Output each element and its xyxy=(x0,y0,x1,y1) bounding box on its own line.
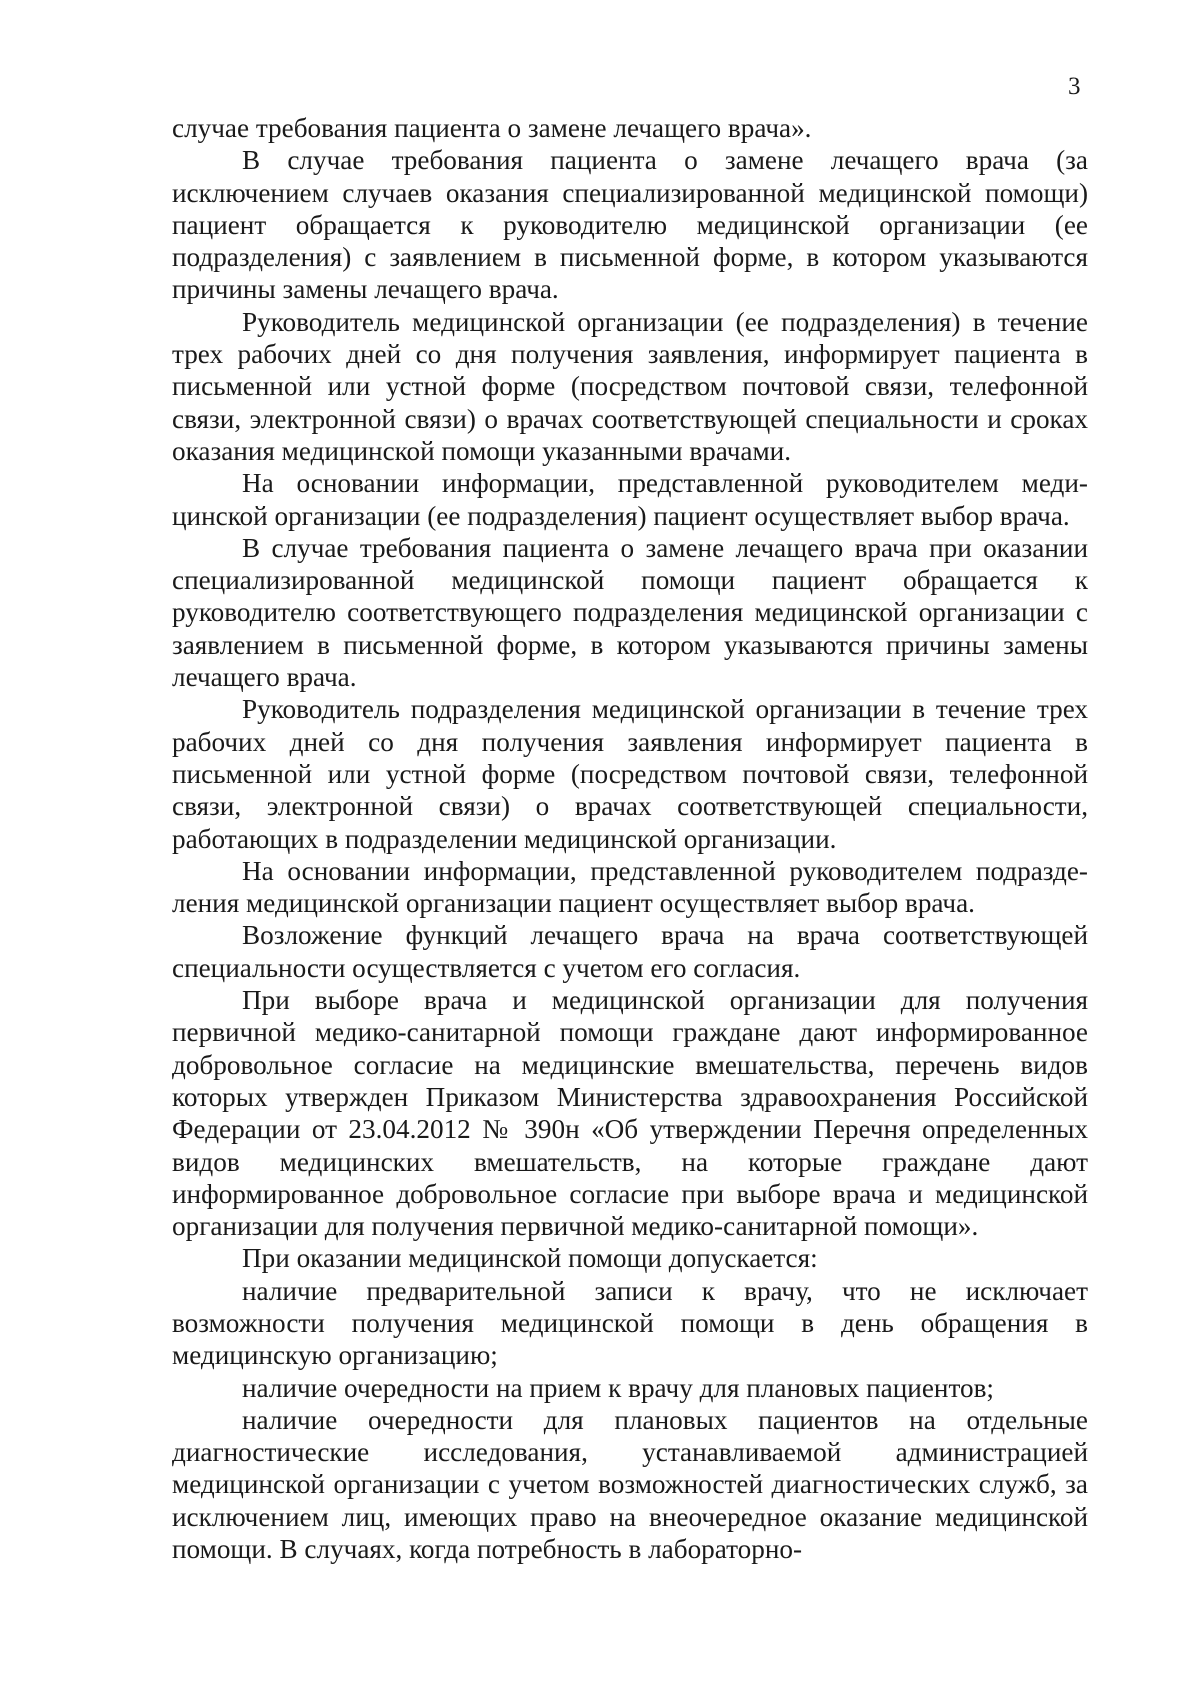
paragraph-head-informs: Руководитель медицинской организации (ее подразделения) в течение трех рабочих дней со дня получения заявления, информирует пациента в письменной или устной форме (посредством почтовой связи, телефонной связи, электронной связи) о врачах соответствующей специальности и сроках оказания медицинской помощи указанными врачами. xyxy=(172,306,1088,466)
paragraph-division-choice: На основании информации, представленной руководителем подразде-ления медицинской организации пациент осуществляет выбор врача. xyxy=(172,855,1088,919)
list-item-queue: наличие очередности на прием к врачу для плановых пациентов; xyxy=(242,1372,994,1403)
list-item-diagnostic-queue: наличие очередности для плановых пациентов на отдельные диагностические исследования, устанавливаемой администрацией медицинской организации с учетом возможностей диагностических служб, за исключением лиц, имеющих право на внеочередное оказание медицинской помощи. В случаях, когда потребность в лабораторно- xyxy=(172,1404,1088,1565)
paragraph-replacement-request: В случае требования пациента о замене лечащего врача (за исключением случаев оказания специализированной медицинской помощи) пациент обращается к руководителю медицинской организации (ее подразделения) с заявлением в письменной форме, в котором указываются причины замены лечащего врача. xyxy=(172,145,1088,305)
page-number: 3 xyxy=(1068,73,1081,100)
list-item-appointment: наличие предварительной записи к врачу, что не исключает возможности получения медицинской помощи в день обращения в медицинскую организацию; xyxy=(172,1275,1088,1371)
paragraph-continuation: случае требования пациента о замене лечащего врача». xyxy=(172,113,812,143)
paragraph-patient-choice: На основании информации, представленной руководителем меди-цинской организации (ее подразделения) пациент осуществляет выбор врача. xyxy=(172,468,1088,531)
paragraph-informed-consent: При выборе врача и медицинской организации для получения первичной медико-санитарной помощи граждане дают информированное добровольное согласие на медицинские вмешательства, перечень видов которых утвержден Приказом Министерства здравоохранения Российской Федерации от 23.04.2012 № 390н «Об утверждении Перечня определенных видов медицинских вмешательств, на которые граждане дают информированное добровольное согласие при выборе врача и медицинской организации для получения первичной медико-санитарной помощи». xyxy=(172,985,1088,1242)
paragraph-consent-of-doctor: Возложение функций лечащего врача на врача соответствующей специальности осуществляется с учетом его согласия. xyxy=(172,920,1088,983)
paragraph-specialized-care: В случае требования пациента о замене лечащего врача при оказании специализированной медицинской помощи пациент обращается к руководителю соответствующего подразделения медицинской организации с заявлением в письменной форме, в котором указываются причины замены лечащего врача. xyxy=(172,532,1088,693)
paragraph-allowed-intro: При оказании медицинской помощи допускается: xyxy=(242,1243,818,1274)
body-text xyxy=(172,112,1088,1565)
paragraph-division-head-informs: Руководитель подразделения медицинской организации в течение трех рабочих дней со дня получения заявления информирует пациента в письменной или устной форме (посредством почтовой связи, телефонной связи, электронной связи) о врачах соответствующей специальности, работающих в подразделении медицинской организации. xyxy=(172,694,1088,854)
